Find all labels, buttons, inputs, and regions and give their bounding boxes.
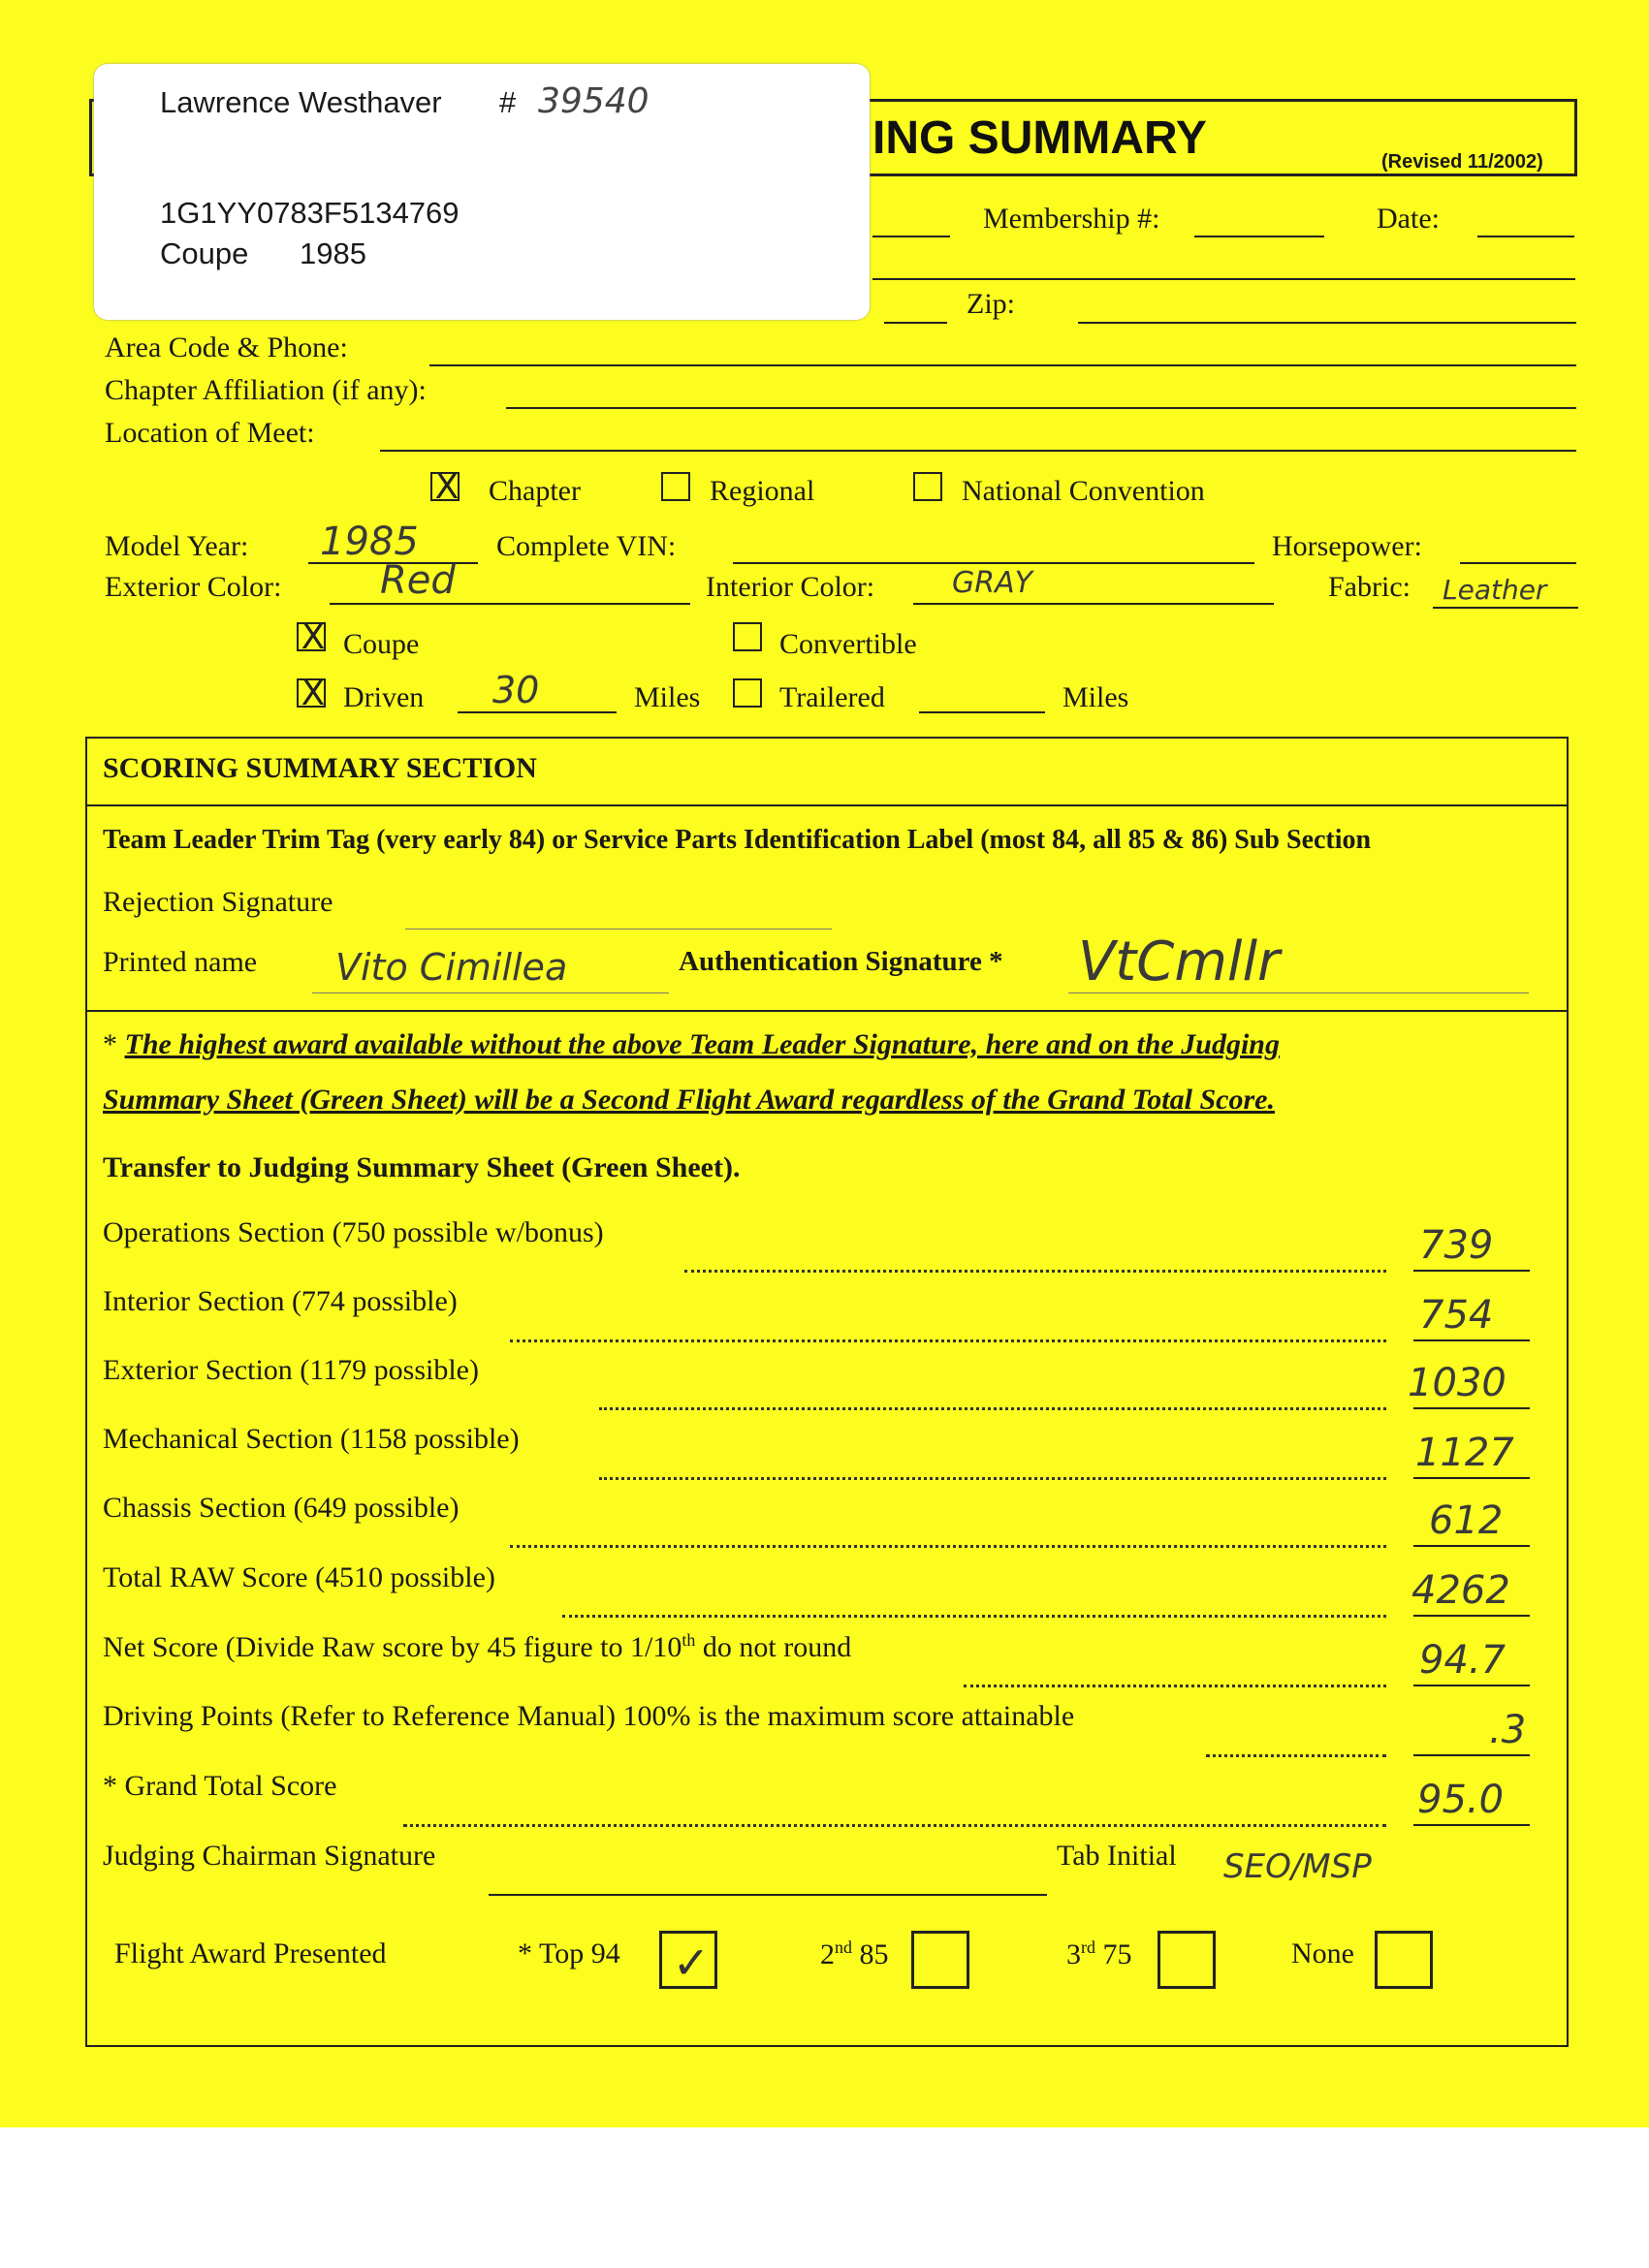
trim-tag-subsection-title: Team Leader Trim Tag (very early 84) or Service Parts Identification Label (most 84, all 85 & 86) Sub Section bbox=[103, 825, 1372, 855]
coupe-checkbox[interactable] bbox=[297, 617, 326, 657]
award-note-line-2: Summary Sheet (Green Sheet) will be a Second Flight Award regardless of the Grand Total Score. bbox=[103, 1084, 1275, 1116]
total-raw-label: Total RAW Score (4510 possible) bbox=[103, 1561, 495, 1593]
exterior-leader bbox=[599, 1407, 1386, 1410]
model-year-label: Model Year: bbox=[105, 530, 249, 562]
label-year: 1985 bbox=[300, 236, 366, 270]
mechanical-leader bbox=[599, 1477, 1386, 1480]
second-85-num: 2 bbox=[820, 1938, 835, 1970]
printed-name-value: Vito Cimillea bbox=[335, 946, 568, 989]
owner-name: Lawrence Westhaver bbox=[160, 85, 442, 119]
chassis-score: 612 bbox=[1429, 1498, 1504, 1543]
date-line[interactable] bbox=[1477, 236, 1574, 237]
grand-total-line[interactable] bbox=[1413, 1824, 1530, 1826]
address-line[interactable] bbox=[872, 278, 1575, 280]
chapter-affiliation-label: Chapter Affiliation (if any): bbox=[105, 374, 427, 406]
third-75-label bbox=[1066, 1937, 1132, 1971]
coupe-check-mark: X bbox=[301, 617, 326, 657]
chassis-score-line[interactable] bbox=[1413, 1545, 1530, 1547]
fabric-line[interactable] bbox=[1433, 607, 1578, 609]
net-score-label-a: Net Score (Divide Raw score by 45 figure to 1/10 bbox=[103, 1631, 682, 1663]
phone-line[interactable] bbox=[429, 364, 1576, 366]
vin-line[interactable] bbox=[733, 562, 1254, 564]
driven-miles-line[interactable] bbox=[458, 711, 617, 713]
tab-initial-label: Tab Initial bbox=[1057, 1840, 1177, 1872]
chapter-check-mark: X bbox=[434, 467, 460, 507]
driven-miles-unit: Miles bbox=[634, 681, 701, 713]
chassis-leader bbox=[510, 1545, 1386, 1548]
judging-chairman-line[interactable] bbox=[489, 1894, 1047, 1896]
exterior-color-value: Red bbox=[380, 558, 456, 603]
total-raw-score-line[interactable] bbox=[1413, 1615, 1530, 1617]
section-divider-2 bbox=[85, 1010, 1569, 1012]
regional-checkbox[interactable] bbox=[661, 472, 690, 501]
third-75-val: 75 bbox=[1095, 1938, 1132, 1970]
zip-line[interactable] bbox=[1078, 322, 1576, 324]
chapter-checkbox[interactable] bbox=[430, 467, 460, 507]
state-line bbox=[884, 322, 947, 324]
net-score-value: 94.7 bbox=[1419, 1638, 1506, 1683]
convertible-checkbox[interactable] bbox=[733, 622, 762, 651]
interior-color-value: GRAY bbox=[952, 566, 1032, 600]
name-line bbox=[872, 236, 950, 237]
date-label: Date: bbox=[1377, 203, 1440, 235]
label-vin: 1G1YY0783F5134769 bbox=[160, 196, 460, 230]
trailered-label: Trailered bbox=[779, 681, 885, 713]
authentication-signature-label: Authentication Signature * bbox=[679, 946, 1003, 977]
award-note-star: * bbox=[103, 1028, 125, 1060]
page-title: ING SUMMARY bbox=[872, 112, 1207, 164]
number-prefix: # bbox=[499, 85, 517, 119]
driven-miles-value: 30 bbox=[492, 669, 540, 711]
top-94-checkbox[interactable] bbox=[659, 1931, 717, 1989]
model-year-value: 1985 bbox=[320, 520, 419, 564]
interior-color-label: Interior Color: bbox=[706, 571, 875, 603]
convertible-label: Convertible bbox=[779, 628, 917, 660]
member-number: 39540 bbox=[538, 81, 650, 121]
membership-line[interactable] bbox=[1194, 236, 1324, 237]
operations-label: Operations Section (750 possible w/bonus) bbox=[103, 1216, 604, 1248]
revised-date: (Revised 11/2002) bbox=[1381, 151, 1543, 173]
driven-checkbox[interactable] bbox=[297, 674, 326, 713]
second-85-sup: nd bbox=[835, 1937, 852, 1957]
exterior-score: 1030 bbox=[1408, 1361, 1506, 1405]
exterior-color-label: Exterior Color: bbox=[105, 571, 282, 603]
horsepower-label: Horsepower: bbox=[1272, 530, 1422, 562]
flight-award-label: Flight Award Presented bbox=[114, 1937, 387, 1969]
interior-leader bbox=[510, 1339, 1386, 1342]
net-score-leader bbox=[964, 1685, 1386, 1687]
tab-initial-value: SEO/MSP bbox=[1223, 1847, 1372, 1886]
operations-leader bbox=[684, 1270, 1386, 1273]
chapter-affiliation-line[interactable] bbox=[506, 407, 1576, 409]
regional-label: Regional bbox=[710, 475, 815, 507]
top-94-check-mark: ✓ bbox=[672, 1937, 711, 1989]
scoring-section-title: SCORING SUMMARY SECTION bbox=[103, 752, 537, 784]
second-85-checkbox[interactable] bbox=[911, 1931, 969, 1989]
total-raw-leader bbox=[562, 1615, 1386, 1618]
driving-points-label: Driving Points (Refer to Reference Manual) 100% is the maximum score attainable bbox=[103, 1700, 1075, 1732]
location-label: Location of Meet: bbox=[105, 417, 315, 449]
third-75-num: 3 bbox=[1066, 1938, 1081, 1970]
national-label: National Convention bbox=[962, 475, 1205, 507]
none-checkbox[interactable] bbox=[1375, 1931, 1433, 1989]
vin-label: Complete VIN: bbox=[496, 530, 677, 562]
authentication-signature-line[interactable] bbox=[1068, 992, 1529, 993]
label-body: Coupe bbox=[160, 236, 249, 270]
net-score-line[interactable] bbox=[1413, 1685, 1530, 1686]
judging-chairman-label: Judging Chairman Signature bbox=[103, 1840, 436, 1872]
driving-points-line[interactable] bbox=[1413, 1754, 1530, 1756]
net-score-label bbox=[103, 1630, 851, 1664]
authentication-signature-value: VtCmllr bbox=[1078, 930, 1281, 993]
operations-score: 739 bbox=[1419, 1223, 1494, 1268]
mechanical-score-line[interactable] bbox=[1413, 1477, 1530, 1479]
total-raw-score: 4262 bbox=[1411, 1568, 1510, 1613]
interior-score: 754 bbox=[1419, 1293, 1494, 1338]
trailered-miles-unit: Miles bbox=[1062, 681, 1129, 713]
third-75-sup: rd bbox=[1081, 1937, 1095, 1957]
driving-points-value: .3 bbox=[1489, 1708, 1527, 1752]
exterior-color-line[interactable] bbox=[330, 603, 690, 605]
fabric-value: Leather bbox=[1443, 574, 1547, 606]
rejection-signature-label: Rejection Signature bbox=[103, 886, 333, 918]
horsepower-line[interactable] bbox=[1460, 562, 1576, 564]
grand-total-leader bbox=[403, 1824, 1386, 1827]
phone-label: Area Code & Phone: bbox=[105, 331, 348, 363]
trailered-miles-line[interactable] bbox=[919, 711, 1045, 713]
interior-color-line[interactable] bbox=[913, 603, 1274, 605]
award-note-text-1: The highest award available without the above Team Leader Signature, here and on the Judging bbox=[124, 1028, 1280, 1060]
operations-score-line[interactable] bbox=[1413, 1270, 1530, 1272]
award-note-line-1 bbox=[103, 1028, 1280, 1061]
transfer-heading: Transfer to Judging Summary Sheet (Green Sheet). bbox=[103, 1151, 741, 1183]
zip-label: Zip: bbox=[967, 288, 1015, 320]
net-score-sup: th bbox=[682, 1630, 696, 1650]
section-divider-1 bbox=[85, 804, 1569, 806]
net-score-label-b: do not round bbox=[695, 1631, 852, 1663]
mechanical-label: Mechanical Section (1158 possible) bbox=[103, 1423, 520, 1455]
trailered-checkbox[interactable] bbox=[733, 678, 762, 708]
second-85-label bbox=[820, 1937, 889, 1971]
fabric-label: Fabric: bbox=[1328, 571, 1411, 603]
mechanical-score: 1127 bbox=[1415, 1431, 1514, 1475]
coupe-label: Coupe bbox=[343, 628, 420, 660]
exterior-label: Exterior Section (1179 possible) bbox=[103, 1354, 479, 1386]
address-label bbox=[94, 64, 870, 320]
none-label: None bbox=[1291, 1937, 1354, 1969]
printed-name-line[interactable] bbox=[312, 992, 669, 993]
national-checkbox[interactable] bbox=[913, 472, 942, 501]
third-75-checkbox[interactable] bbox=[1157, 1931, 1216, 1989]
grand-total-value: 95.0 bbox=[1417, 1778, 1505, 1822]
printed-name-label: Printed name bbox=[103, 946, 258, 978]
location-line[interactable] bbox=[380, 450, 1576, 452]
chapter-label: Chapter bbox=[489, 475, 581, 507]
exterior-score-line[interactable] bbox=[1413, 1407, 1530, 1409]
driving-points-leader bbox=[1206, 1754, 1386, 1757]
driven-label: Driven bbox=[343, 681, 425, 713]
second-85-val: 85 bbox=[852, 1938, 889, 1970]
top-94-label: * Top 94 bbox=[518, 1937, 620, 1969]
interior-score-line[interactable] bbox=[1413, 1339, 1530, 1341]
grand-total-label: * Grand Total Score bbox=[103, 1770, 337, 1802]
driven-check-mark: X bbox=[301, 674, 326, 713]
chassis-label: Chassis Section (649 possible) bbox=[103, 1492, 460, 1524]
interior-label: Interior Section (774 possible) bbox=[103, 1285, 458, 1317]
membership-label: Membership #: bbox=[983, 203, 1160, 235]
